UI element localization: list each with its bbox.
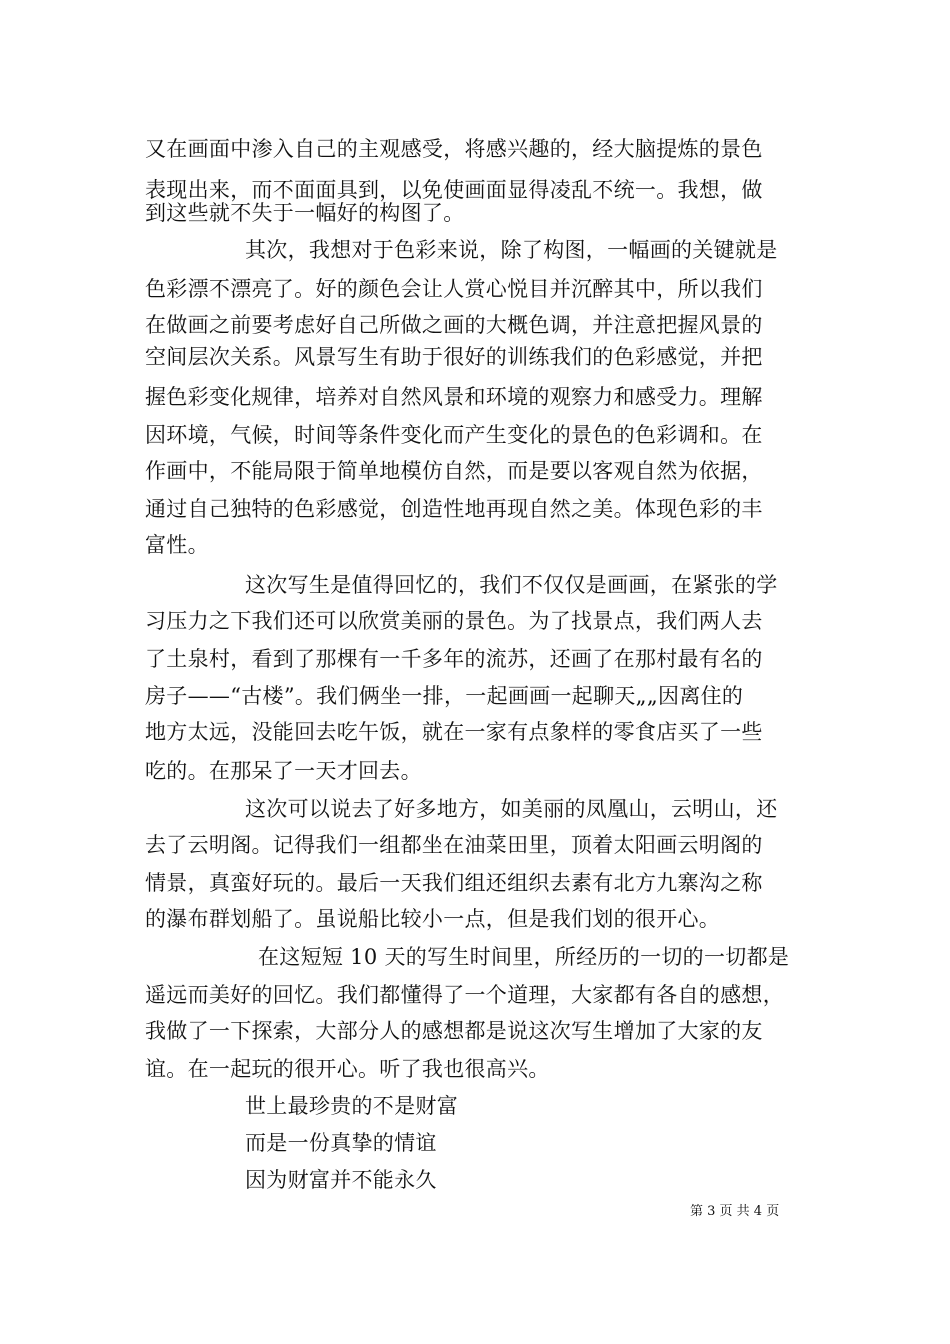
text-line: 因环境，气候，时间等条件变化而产生变化的景色的色彩调和。在 xyxy=(145,423,763,447)
text-line: 作画中，不能局限于简单地模仿自然，而是要以客观自然为依据， xyxy=(145,459,763,483)
text-line: 了土泉村，看到了那棵有一千多年的流苏，还画了在那村最有名的 xyxy=(145,647,763,671)
text-line: 房子——“古楼”。我们俩坐一排，一起画画一起聊天„„因离住的 xyxy=(145,684,744,708)
verse-line: 因为财富并不能永久 xyxy=(245,1168,437,1192)
text-line: 遥远而美好的回忆。我们都懂得了一个道理，大家都有各自的感想， xyxy=(145,983,784,1007)
text-line: 在做画之前要考虑好自己所做之画的大概色调，并注意把握风景的 xyxy=(145,313,763,337)
text-line: 我做了一下探索，大部分人的感想都是说这次写生增加了大家的友 xyxy=(145,1019,763,1043)
paragraph-start-line: 其次，我想对于色彩来说，除了构图，一幅画的关键就是 xyxy=(245,238,778,262)
text-line: 习压力之下我们还可以欣赏美丽的景色。为了找景点，我们两人去 xyxy=(145,609,763,633)
text-line: 空间层次关系。风景写生有助于很好的训练我们的色彩感觉，并把 xyxy=(145,345,763,369)
page-number-footer: 第 3 页 共 4 页 xyxy=(690,1204,780,1219)
text-line: 到这些就不失于一幅好的构图了。 xyxy=(145,201,465,225)
text-line: 色彩漂不漂亮了。好的颜色会让人赏心悦目并沉醉其中，所以我们 xyxy=(145,277,763,301)
text-line: 表现出来，而不面面具到，以免使画面显得凌乱不统一。我想，做 xyxy=(145,178,763,202)
text-line: 谊。在一起玩的很开心。听了我也很高兴。 xyxy=(145,1057,550,1081)
text-line: 富性。 xyxy=(145,533,209,557)
paragraph-start-line: 在这短短 10 天的写生时间里，所经历的一切的一切都是 xyxy=(258,945,790,969)
text-line: 地方太远，没能回去吃午饭，就在一家有点象样的零食店买了一些 xyxy=(145,720,763,744)
text-line: 的瀑布群划船了。虽说船比较小一点，但是我们划的很开心。 xyxy=(145,907,721,931)
paragraph-start-line: 这次可以说去了好多地方，如美丽的凤凰山，云明山，还 xyxy=(245,797,778,821)
paragraph-start-line: 这次写生是值得回忆的，我们不仅仅是画画，在紧张的学 xyxy=(245,573,778,597)
text-line: 又在画面中渗入自己的主观感受，将感兴趣的，经大脑提炼的景色 xyxy=(145,137,763,161)
text-line: 吃的。在那呆了一天才回去。 xyxy=(145,759,422,783)
verse-line: 世上最珍贵的不是财富 xyxy=(245,1094,458,1118)
text-line: 握色彩变化规律，培养对自然风景和环境的观察力和感受力。理解 xyxy=(145,385,763,409)
text-line: 情景，真蛮好玩的。最后一天我们组还组织去素有北方九寨沟之称 xyxy=(145,871,763,895)
text-line: 通过自己独特的色彩感觉，创造性地再现自然之美。体现色彩的丰 xyxy=(145,497,763,521)
verse-line: 而是一份真挚的情谊 xyxy=(245,1131,437,1155)
text-line: 去了云明阁。记得我们一组都坐在油菜田里，顶着太阳画云明阁的 xyxy=(145,833,763,857)
